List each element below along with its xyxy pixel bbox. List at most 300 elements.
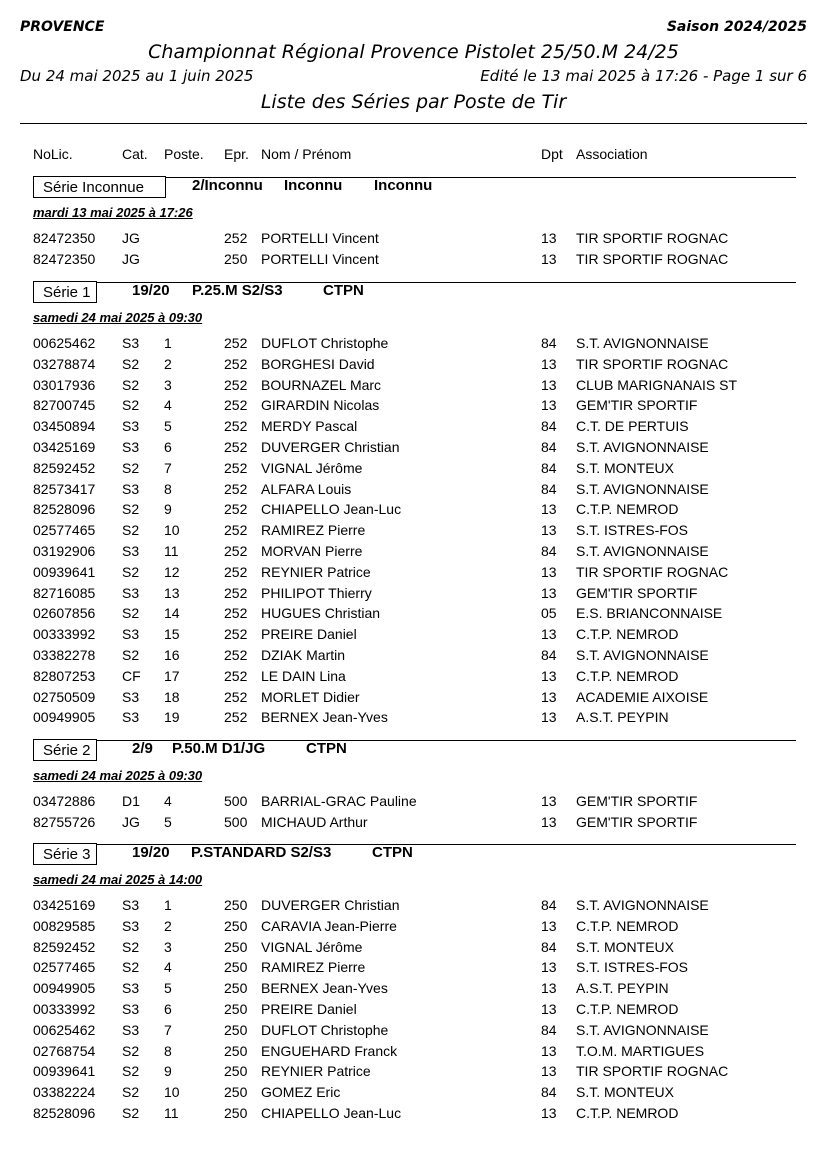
cell-department: 13 (541, 626, 557, 643)
series-date: samedi 24 mai 2025 à 09:30 (33, 768, 203, 783)
series-date: mardi 13 mai 2025 à 17:26 (33, 205, 193, 220)
cell-epreuve: 252 (224, 626, 248, 643)
cell-department: 84 (541, 439, 557, 455)
cell-department: 84 (541, 897, 557, 913)
cell-association: S.T. AVIGNONNAISE (576, 897, 709, 913)
cell-licence: 03278874 (33, 355, 96, 372)
table-row (0, 583, 827, 603)
cell-department: 13 (541, 917, 557, 934)
cell-association: S.T. MONTEUX (576, 1084, 675, 1101)
table-row (0, 458, 827, 478)
cell-name: ENGUEHARD Franck (261, 1042, 398, 1059)
series-date: samedi 24 mai 2025 à 14:00 (33, 872, 203, 887)
col-header-assoc: Association (576, 146, 648, 162)
cell-name: DUFLOT Christophe (261, 335, 389, 351)
cell-department: 13 (541, 355, 557, 372)
cell-name: MORLET Didier (261, 688, 360, 705)
cell-association: C.T.P. NEMROD (576, 501, 679, 518)
cell-poste: 17 (164, 667, 180, 684)
series-count: 2/Inconnu (192, 177, 263, 194)
cell-name: BERNEX Jean-Yves (261, 709, 388, 726)
cell-name: PHILIPOT Thierry (261, 584, 372, 601)
cell-category: S3 (122, 584, 140, 601)
cell-department: 13 (541, 522, 557, 539)
series-date: samedi 24 mai 2025 à 09:30 (33, 310, 203, 325)
cell-epreuve: 252 (224, 501, 248, 518)
cell-name: LE DAIN Lina (261, 667, 346, 684)
table-row (0, 1061, 827, 1081)
cell-department: 84 (541, 1021, 557, 1038)
series-label: Série 1 (33, 281, 97, 303)
cell-licence: 03472886 (33, 793, 96, 809)
cell-category: S2 (122, 501, 140, 518)
cell-department: 13 (541, 1001, 557, 1017)
cell-category: S2 (122, 376, 140, 393)
cell-poste: 4 (164, 959, 172, 976)
cell-association: S.T. AVIGNONNAISE (576, 480, 709, 497)
cell-association: GEM'TIR SPORTIF (576, 397, 698, 414)
cell-epreuve: 252 (224, 418, 248, 435)
cell-poste: 10 (164, 1084, 180, 1101)
cell-licence: 03192906 (33, 543, 96, 559)
cell-category: S3 (122, 543, 140, 559)
cell-name: CARAVIA Jean-Pierre (261, 917, 397, 934)
cell-epreuve: 252 (224, 688, 248, 705)
cell-licence: 00625462 (33, 1021, 96, 1038)
col-header-epr: Epr. (224, 146, 249, 162)
cell-category: S2 (122, 938, 140, 955)
cell-name: GIRARDIN Nicolas (261, 397, 380, 414)
cell-category: JG (122, 813, 140, 830)
cell-poste: 6 (164, 439, 172, 455)
cell-category: S2 (122, 1084, 140, 1101)
cell-epreuve: 252 (224, 563, 248, 580)
cell-association: GEM'TIR SPORTIF (576, 793, 698, 809)
cell-name: PORTELLI Vincent (261, 230, 379, 246)
cell-epreuve: 500 (224, 813, 248, 830)
cell-category: S2 (122, 397, 140, 414)
cell-association: S.T. AVIGNONNAISE (576, 1021, 709, 1038)
cell-licence: 00939641 (33, 1063, 96, 1080)
cell-licence: 03382278 (33, 647, 96, 663)
series-event: P.50.M D1/JG (172, 740, 266, 757)
cell-licence: 82592452 (33, 459, 96, 476)
col-header-poste: Poste. (164, 146, 204, 162)
cell-licence: 02750509 (33, 688, 96, 705)
cell-name: VIGNAL Jérôme (261, 459, 363, 476)
cell-epreuve: 250 (224, 250, 248, 267)
cell-poste: 12 (164, 563, 180, 580)
table-row (0, 666, 827, 686)
table-row (0, 520, 827, 540)
cell-association: T.O.M. MARTIGUES (576, 1042, 705, 1059)
cell-name: REYNIER Patrice (261, 563, 371, 580)
cell-association: S.T. MONTEUX (576, 938, 675, 955)
cell-category: S3 (122, 439, 140, 455)
cell-department: 13 (541, 584, 557, 601)
cell-licence: 03017936 (33, 376, 96, 393)
cell-department: 84 (541, 459, 557, 476)
cell-category: S2 (122, 959, 140, 976)
table-row (0, 957, 827, 977)
cell-epreuve: 252 (224, 376, 248, 393)
cell-category: S3 (122, 709, 140, 726)
cell-association: C.T.P. NEMROD (576, 626, 679, 643)
cell-epreuve: 250 (224, 1042, 248, 1059)
cell-licence: 02577465 (33, 959, 96, 976)
cell-name: BOURNAZEL Marc (261, 376, 382, 393)
cell-name: ALFARA Louis (261, 480, 352, 497)
table-row (0, 791, 827, 811)
cell-name: MERDY Pascal (261, 418, 358, 435)
cell-category: S2 (122, 355, 140, 372)
cell-association: S.T. AVIGNONNAISE (576, 335, 709, 351)
cell-poste: 5 (164, 418, 172, 435)
cell-category: S3 (122, 980, 140, 997)
cell-poste: 1 (164, 897, 172, 913)
cell-association: S.T. ISTRES-FOS (576, 522, 689, 539)
cell-category: S3 (122, 688, 140, 705)
cell-poste: 5 (164, 813, 172, 830)
col-header-nom: Nom / Prénom (261, 146, 352, 162)
cell-poste: 5 (164, 980, 172, 997)
table-row (0, 937, 827, 957)
table-row (0, 541, 827, 561)
table-row (0, 479, 827, 499)
cell-epreuve: 252 (224, 230, 248, 246)
cell-association: TIR SPORTIF ROGNAC (576, 1063, 729, 1080)
cell-association: S.T. AVIGNONNAISE (576, 543, 709, 559)
cell-epreuve: 252 (224, 355, 248, 372)
cell-association: A.S.T. PEYPIN (576, 709, 669, 726)
table-row (0, 1041, 827, 1061)
cell-licence: 82700745 (33, 397, 96, 414)
table-row (0, 395, 827, 415)
cell-epreuve: 250 (224, 1084, 248, 1101)
cell-association: S.T. ISTRES-FOS (576, 959, 689, 976)
cell-poste: 1 (164, 335, 172, 351)
cell-poste: 9 (164, 1063, 172, 1080)
cell-category: S2 (122, 647, 140, 663)
cell-poste: 10 (164, 522, 180, 539)
cell-licence: 03425169 (33, 897, 96, 913)
cell-association: C.T.P. NEMROD (576, 1001, 679, 1017)
cell-licence: 82472350 (33, 250, 96, 267)
cell-category: S3 (122, 917, 140, 934)
cell-department: 84 (541, 480, 557, 497)
cell-name: PORTELLI Vincent (261, 250, 379, 267)
table-row (0, 354, 827, 374)
cell-poste: 3 (164, 376, 172, 393)
cell-association: TIR SPORTIF ROGNAC (576, 563, 729, 580)
cell-epreuve: 252 (224, 522, 248, 539)
cell-department: 13 (541, 250, 557, 267)
cell-department: 84 (541, 335, 557, 351)
cell-association: E.S. BRIANCONNAISE (576, 605, 723, 622)
cell-name: BORGHESI David (261, 355, 375, 372)
cell-epreuve: 250 (224, 1063, 248, 1080)
cell-poste: 11 (164, 1105, 179, 1121)
cell-licence: 00625462 (33, 335, 96, 351)
edit-info: Edité le 13 mai 2025 à 17:26 - Page 1 sur 6 (480, 67, 807, 85)
cell-licence: 03450894 (33, 418, 96, 435)
table-row (0, 603, 827, 623)
cell-epreuve: 252 (224, 335, 248, 351)
cell-department: 84 (541, 418, 557, 435)
cell-association: CLUB MARIGNANAIS ST (576, 376, 738, 393)
cell-name: REYNIER Patrice (261, 1063, 371, 1080)
cell-epreuve: 250 (224, 917, 248, 934)
series-event: P.25.M S2/S3 (192, 282, 283, 299)
col-header-lic: NoLic. (33, 146, 73, 162)
table-row (0, 978, 827, 998)
cell-category: S3 (122, 335, 140, 351)
cell-poste: 8 (164, 1042, 172, 1059)
cell-epreuve: 252 (224, 584, 248, 601)
table-row (0, 895, 827, 915)
cell-poste: 13 (164, 584, 180, 601)
cell-department: 13 (541, 1042, 557, 1059)
cell-category: S3 (122, 626, 140, 643)
cell-licence: 82755726 (33, 813, 96, 830)
cell-category: S3 (122, 1021, 140, 1038)
cell-category: CF (122, 667, 141, 684)
cell-department: 05 (541, 605, 557, 622)
cell-poste: 6 (164, 1001, 172, 1017)
table-row (0, 624, 827, 644)
cell-poste: 16 (164, 647, 180, 663)
cell-licence: 00949905 (33, 980, 96, 997)
cell-licence: 82528096 (33, 501, 96, 518)
table-row (0, 812, 827, 832)
table-row (0, 1103, 827, 1123)
cell-name: HUGUES Christian (261, 605, 381, 622)
cell-licence: 00939641 (33, 563, 96, 580)
cell-licence: 00829585 (33, 917, 96, 934)
cell-association: GEM'TIR SPORTIF (576, 584, 698, 601)
cell-category: D1 (122, 793, 140, 809)
cell-poste: 18 (164, 688, 180, 705)
series-club: CTPN (372, 844, 413, 861)
cell-category: S2 (122, 1105, 140, 1121)
series-count: 19/20 (132, 282, 170, 299)
season-label: Saison 2024/2025 (666, 19, 807, 35)
cell-epreuve: 500 (224, 793, 248, 809)
cell-poste: 2 (164, 355, 172, 372)
cell-category: S2 (122, 1042, 140, 1059)
series-club: CTPN (306, 740, 347, 757)
table-row (0, 999, 827, 1019)
col-header-cat: Cat. (122, 146, 148, 162)
cell-category: S3 (122, 897, 140, 913)
cell-licence: 03382224 (33, 1084, 96, 1101)
table-row (0, 1020, 827, 1040)
table-row (0, 916, 827, 936)
cell-name: DZIAK Martin (261, 647, 346, 663)
series-label: Série 3 (33, 843, 97, 865)
cell-association: GEM'TIR SPORTIF (576, 813, 698, 830)
cell-licence: 02607856 (33, 605, 96, 622)
cell-epreuve: 252 (224, 709, 248, 726)
cell-association: C.T.P. NEMROD (576, 1105, 679, 1121)
cell-name: VIGNAL Jérôme (261, 938, 363, 955)
cell-epreuve: 252 (224, 480, 248, 497)
cell-department: 13 (541, 959, 557, 976)
series-event: Inconnu (284, 177, 343, 194)
cell-department: 13 (541, 376, 557, 393)
cell-association: A.S.T. PEYPIN (576, 980, 669, 997)
cell-association: C.T. DE PERTUIS (576, 418, 689, 435)
cell-epreuve: 252 (224, 667, 248, 684)
cell-epreuve: 250 (224, 1001, 248, 1017)
cell-association: TIR SPORTIF ROGNAC (576, 250, 729, 267)
org-name: PROVENCE (20, 19, 105, 35)
cell-licence: 82472350 (33, 230, 96, 246)
cell-department: 13 (541, 230, 557, 246)
cell-licence: 03425169 (33, 439, 96, 455)
cell-department: 13 (541, 1063, 557, 1080)
table-row (0, 562, 827, 582)
cell-licence: 82573417 (33, 480, 96, 497)
cell-category: S3 (122, 418, 140, 435)
cell-category: S2 (122, 1063, 140, 1080)
table-row (0, 228, 827, 248)
page-title: Championnat Régional Provence Pistolet 25/50.M 24/25 (148, 41, 679, 63)
cell-name: CHIAPELLO Jean-Luc (261, 501, 402, 518)
table-row (0, 499, 827, 519)
cell-poste: 19 (164, 709, 180, 726)
cell-licence: 00949905 (33, 709, 96, 726)
cell-licence: 82528096 (33, 1105, 96, 1121)
cell-department: 13 (541, 667, 557, 684)
cell-epreuve: 252 (224, 439, 248, 455)
cell-category: S2 (122, 605, 140, 622)
table-row (0, 375, 827, 395)
cell-poste: 9 (164, 501, 172, 518)
cell-poste: 14 (164, 605, 180, 622)
cell-department: 13 (541, 1105, 557, 1121)
cell-department: 13 (541, 397, 557, 414)
cell-licence: 82716085 (33, 584, 96, 601)
cell-department: 13 (541, 813, 557, 830)
cell-epreuve: 252 (224, 543, 248, 559)
cell-epreuve: 252 (224, 459, 248, 476)
cell-department: 84 (541, 1084, 557, 1101)
cell-epreuve: 250 (224, 959, 248, 976)
cell-department: 84 (541, 647, 557, 663)
cell-name: BARRIAL-GRAC Pauline (261, 793, 417, 809)
cell-name: BERNEX Jean-Yves (261, 980, 388, 997)
cell-department: 84 (541, 543, 557, 559)
cell-name: CHIAPELLO Jean-Luc (261, 1105, 402, 1121)
cell-department: 13 (541, 793, 557, 809)
cell-category: JG (122, 250, 140, 267)
page-subtitle: Liste des Séries par Poste de Tir (260, 91, 567, 113)
cell-epreuve: 250 (224, 1105, 248, 1121)
cell-category: S2 (122, 459, 140, 476)
cell-association: ACADEMIE AIXOISE (576, 688, 709, 705)
date-range: Du 24 mai 2025 au 1 juin 2025 (20, 67, 254, 85)
series-count: 2/9 (132, 740, 153, 757)
cell-category: S2 (122, 563, 140, 580)
table-row (0, 249, 827, 269)
table-row (0, 437, 827, 457)
series-club: Inconnu (374, 177, 433, 194)
cell-association: TIR SPORTIF ROGNAC (576, 230, 729, 246)
cell-association: S.T. MONTEUX (576, 459, 675, 476)
cell-epreuve: 250 (224, 980, 248, 997)
series-event: P.STANDARD S2/S3 (191, 844, 332, 861)
cell-licence: 82592452 (33, 938, 96, 955)
table-row (0, 416, 827, 436)
cell-poste: 2 (164, 917, 172, 934)
cell-poste: 7 (164, 1021, 172, 1038)
cell-epreuve: 250 (224, 897, 248, 913)
cell-licence: 00333992 (33, 626, 96, 643)
cell-licence: 02768754 (33, 1042, 96, 1059)
cell-licence: 00333992 (33, 1001, 96, 1017)
cell-epreuve: 252 (224, 605, 248, 622)
table-row (0, 707, 827, 727)
cell-category: S3 (122, 480, 140, 497)
cell-licence: 82807253 (33, 667, 96, 684)
cell-association: C.T.P. NEMROD (576, 667, 679, 684)
cell-name: MORVAN Pierre (261, 543, 363, 559)
cell-poste: 7 (164, 459, 172, 476)
cell-epreuve: 250 (224, 1021, 248, 1038)
cell-category: S3 (122, 1001, 140, 1017)
table-row (0, 1082, 827, 1102)
series-count: 19/20 (132, 844, 170, 861)
cell-poste: 8 (164, 480, 172, 497)
cell-department: 84 (541, 938, 557, 955)
series-label: Série Inconnue (33, 176, 166, 198)
cell-association: S.T. AVIGNONNAISE (576, 647, 709, 663)
cell-poste: 15 (164, 626, 180, 643)
cell-department: 13 (541, 501, 557, 518)
cell-name: RAMIREZ Pierre (261, 959, 366, 976)
cell-association: S.T. AVIGNONNAISE (576, 439, 709, 455)
cell-name: PREIRE Daniel (261, 626, 357, 643)
cell-category: JG (122, 230, 140, 246)
cell-epreuve: 250 (224, 938, 248, 955)
cell-licence: 02577465 (33, 522, 96, 539)
cell-name: DUVERGER Christian (261, 439, 400, 455)
table-row (0, 333, 827, 353)
cell-name: PREIRE Daniel (261, 1001, 357, 1017)
cell-name: DUVERGER Christian (261, 897, 400, 913)
col-header-dpt: Dpt (541, 146, 563, 162)
cell-association: C.T.P. NEMROD (576, 917, 679, 934)
cell-name: MICHAUD Arthur (261, 813, 368, 830)
cell-epreuve: 252 (224, 397, 248, 414)
cell-department: 13 (541, 980, 557, 997)
cell-poste: 4 (164, 397, 172, 414)
cell-name: DUFLOT Christophe (261, 1021, 389, 1038)
cell-name: GOMEZ Eric (261, 1084, 341, 1101)
cell-epreuve: 252 (224, 647, 248, 663)
table-row (0, 687, 827, 707)
cell-department: 13 (541, 563, 557, 580)
cell-category: S2 (122, 522, 140, 539)
cell-poste: 3 (164, 938, 172, 955)
cell-poste: 11 (164, 543, 179, 559)
cell-department: 13 (541, 688, 557, 705)
series-label: Série 2 (33, 739, 97, 761)
cell-name: RAMIREZ Pierre (261, 522, 366, 539)
cell-association: TIR SPORTIF ROGNAC (576, 355, 729, 372)
cell-department: 13 (541, 709, 557, 726)
